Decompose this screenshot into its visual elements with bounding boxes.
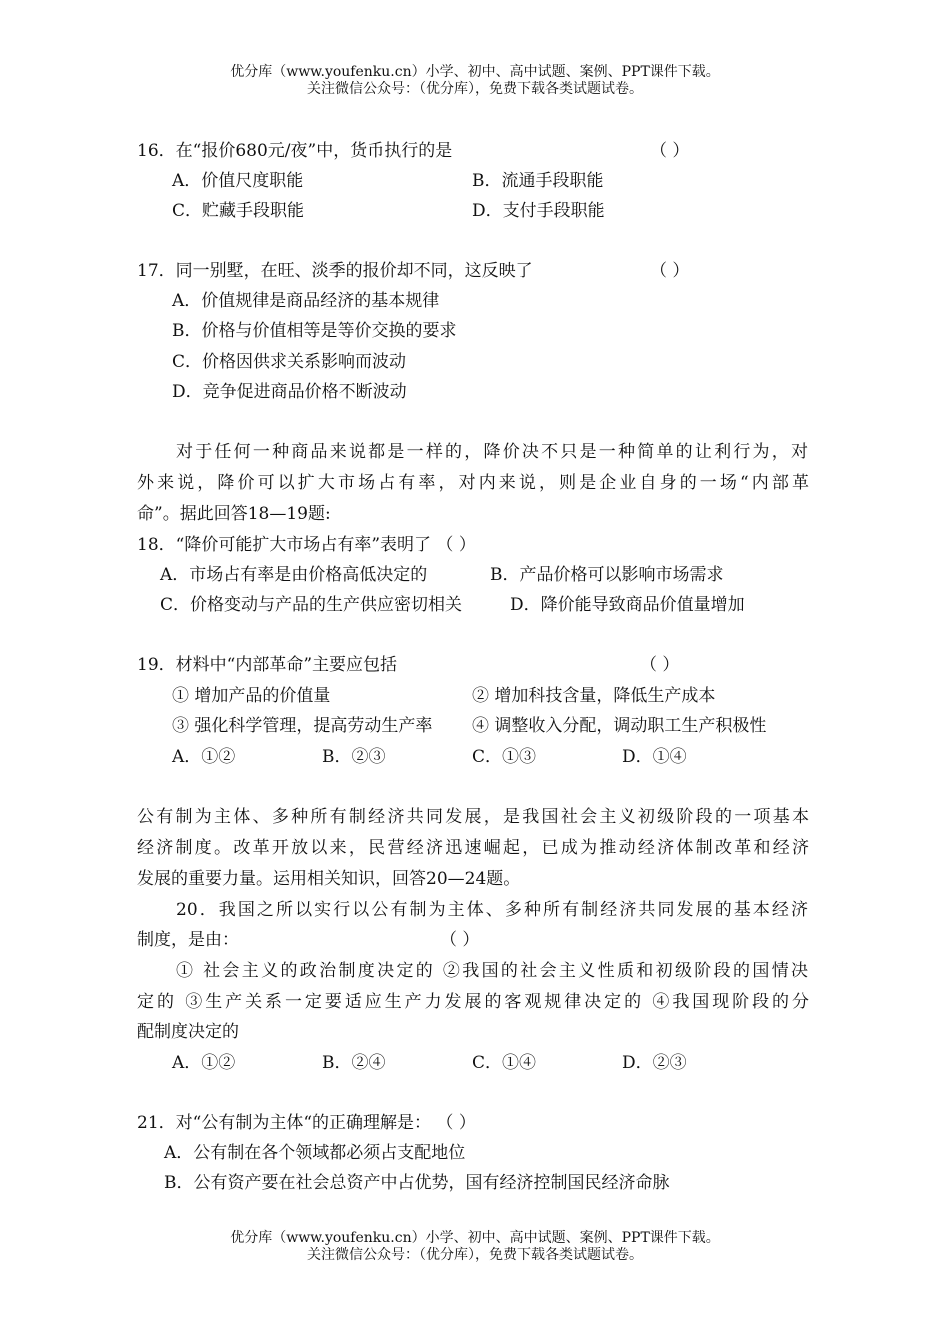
q17-option-c: C．价格因供求关系影响而波动 [172,352,407,372]
q20-option-c: C．①④ [472,1053,537,1073]
q20-option-a: A．①② [172,1053,236,1073]
q19-answer-paren: （ ） [640,655,680,675]
q20-option-d: D．②③ [622,1053,687,1073]
passage2-line-3: 发展的重要力量。运用相关知识，回答20—24题。 [137,869,521,889]
q16-option-d: D．支付手段职能 [472,201,605,221]
q16-option-c: C．贮藏手段职能 [172,201,305,221]
q19-option-b: B．②③ [322,747,386,767]
q21-stem: 21．对“公有制为主体“的正确理解是： （ ） [137,1113,476,1133]
q21-option-b: B．公有资产要在社会总资产中占优势，国有经济控制国民经济命脉 [164,1173,670,1193]
q16-option-a: A．价值尺度职能 [172,171,304,191]
q19-statement-2: ② 增加科技含量，降低生产成本 [472,686,716,706]
q20-statements-line-2: 定的 ③生产关系一定要适应生产力发展的客观规律决定的 ④我国现阶段的分 [137,992,809,1012]
q19-stem: 19．材料中“内部革命”主要应包括 [137,655,398,675]
q20-option-b: B．②④ [322,1053,386,1073]
q20-stem-line-2: 制度，是由： [137,930,239,950]
q18-stem: 18．“降价可能扩大市场占有率”表明了 （ ） [137,535,476,555]
q19-option-a: A．①② [172,747,236,767]
q20-stem-line-1: 20．我国之所以实行以公有制为主体、多种所有制经济共同发展的基本经济 [176,900,808,920]
q17-answer-paren: （ ） [650,261,690,281]
q18-option-b: B．产品价格可以影响市场需求 [490,565,724,585]
q19-option-d: D．①④ [622,747,687,767]
passage2-line-1: 公有制为主体、多种所有制经济共同发展，是我国社会主义初级阶段的一项基本 [137,807,809,827]
passage1-line-3: 命”。据此回答18—19题: [137,504,331,524]
passage1-line-1: 对于任何一种商品来说都是一样的，降价决不只是一种简单的让利行为，对 [176,442,808,462]
q18-option-d: D．降价能导致商品价值量增加 [510,595,745,615]
page-header [0,64,950,98]
footer-line-1: 优分库（www.youfenku.cn）小学、初中、高中试题、案例、PPT课件下载。 [230,1230,720,1246]
header-line-1: 优分库（www.youfenku.cn）小学、初中、高中试题、案例、PPT课件下载。 [230,64,720,80]
q19-statement-1: ① 增加产品的价值量 [172,686,331,706]
q19-option-c: C．①③ [472,747,537,767]
q17-option-a: A．价值规律是商品经济的基本规律 [172,291,440,311]
q19-statement-4: ④ 调整收入分配，调动职工生产积极性 [472,716,767,736]
passage1-line-2: 外来说，降价可以扩大市场占有率，对内来说，则是企业自身的一场“内部革 [137,473,809,493]
q20-answer-paren: （ ） [440,930,480,950]
q21-option-a: A．公有制在各个领域都必须占支配地位 [164,1143,466,1163]
q19-statement-3: ③ 强化科学管理，提高劳动生产率 [172,716,433,736]
q20-statements-line-1: ① 社会主义的政治制度决定的 ②我国的社会主义性质和初级阶段的国情决 [176,961,808,981]
q18-option-a: A．市场占有率是由价格高低决定的 [160,565,428,585]
passage2-line-2: 经济制度。改革开放以来，民营经济迅速崛起，已成为推动经济体制改革和经济 [137,838,809,858]
q18-option-c: C．价格变动与产品的生产供应密切相关 [160,595,463,615]
q20-statements-line-3: 配制度决定的 [137,1022,239,1042]
q17-option-b: B．价格与价值相等是等价交换的要求 [172,321,457,341]
footer-line-2: 关注微信公众号：（优分库），免费下载各类试题试卷。 [307,1247,643,1263]
q16-option-b: B．流通手段职能 [472,171,604,191]
q17-option-d: D．竞争促进商品价格不断波动 [172,382,407,402]
q16-stem: 16．在“报价680元/夜”中，货币执行的是 [137,141,453,161]
q17-stem: 17．同一别墅，在旺、淡季的报价却不同，这反映了 [137,261,533,281]
q16-answer-paren: （ ） [650,141,690,161]
header-line-2: 关注微信公众号：（优分库），免费下载各类试题试卷。 [307,81,643,97]
page-footer [0,1230,950,1264]
